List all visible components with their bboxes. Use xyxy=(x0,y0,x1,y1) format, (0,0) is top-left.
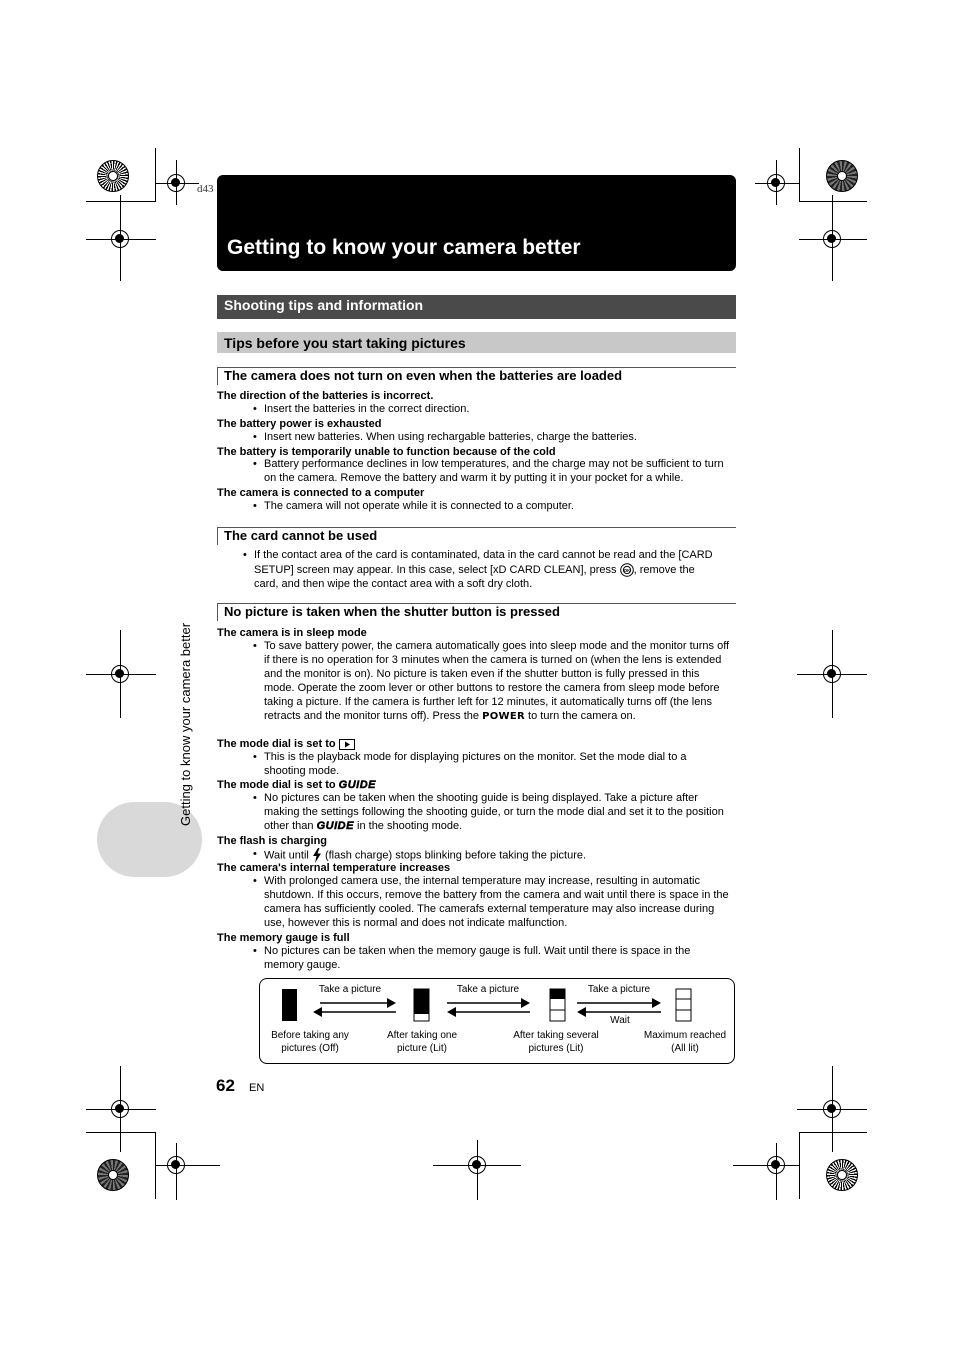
bullet-item: • Wait until (flash charge) stops blinking before taking the picture. xyxy=(253,848,587,862)
gauge-state-caption: After taking several pictures (Lit) xyxy=(513,1030,599,1054)
double-arrow-icon xyxy=(313,998,396,1017)
power-key-label: POWER xyxy=(482,710,525,722)
gauge-state-caption: Maximum reached (All lit) xyxy=(643,1030,727,1054)
bullet-item: • Insert new batteries. When using rechargable batteries, charge the batteries. xyxy=(253,431,637,443)
gauge-state-caption: Before taking any pictures (Off) xyxy=(271,1030,349,1054)
memory-gauge-several-icon xyxy=(550,989,565,1021)
topic-title: The card cannot be used xyxy=(224,528,378,543)
bullet-item: • To save battery power, the camera automatically goes into sleep mode and the monitor turns off if there is no operation for 3 minutes when the camera is turned on (when the lens is extended and the monitor is on). No picture is taken even if the shutter button is fully pressed in this mode. Operate the zoom lever or other buttons to restore the camera from sleep mode before taking a picture. If the camera is further left for 12 minutes, it automatically turns off (the lens retracts and the monitor turns off). Press the POWER to turn the camera on. xyxy=(253,640,730,722)
side-tab-label: Getting to know your camera better xyxy=(178,622,193,826)
page-title: Getting to know your camera better xyxy=(227,236,581,259)
cause-label: The camera is in sleep mode xyxy=(217,627,367,639)
bullet-item: • No pictures can be taken when the shooting guide is being displayed. Take a picture after making the settings following the shooting guide, or turn the mode dial and set it to the position other than GUIDE in the shooting mode. xyxy=(253,792,724,832)
bullet-item: • With prolonged camera use, the internal temperature may increase, resulting in automatic shutdown. If this occurs, remove the battery from the camera and wait until there is space in the camera has sufficiently cooled. The camerafs external temperature may also increase during use, however this is normal and does not indicate malfunction. xyxy=(253,875,729,929)
topic-title: The camera does not turn on even when the batteries are loaded xyxy=(224,368,623,383)
bullet-item: • This is the playback mode for displaying pictures on the monitor. Set the mode dial to a shooting mode. xyxy=(253,751,687,777)
cause-label: The flash is charging xyxy=(217,835,328,847)
double-arrow-icon xyxy=(447,998,530,1017)
bullet-item: • If the contact area of the card is contaminated, data in the card cannot be read and the [CARD SETUP] screen may appear. In this case, select [xD CARD CLEAN], press OK , remove the card, and then wipe the contact area with a soft dry cloth. xyxy=(243,549,713,590)
registration-rosette-icon xyxy=(97,1159,129,1191)
document-code: d43 xyxy=(197,183,214,195)
cause-label-playback: The mode dial is set to xyxy=(217,737,355,751)
cause-label-guide: The mode dial is set to GUIDE xyxy=(217,779,376,791)
svg-text:OK: OK xyxy=(623,567,630,573)
guide-mode-icon: GUIDE xyxy=(316,819,354,832)
wait-label: Wait xyxy=(610,1015,630,1026)
bullet-item: • No pictures can be taken when the memory gauge is full. Wait until there is space in the memory gauge. xyxy=(253,945,691,971)
cause-label: The battery is temporarily unable to function because of the cold xyxy=(217,446,556,458)
topic-heading-batteries xyxy=(217,367,736,383)
memory-gauge-full-icon xyxy=(676,989,691,1021)
playback-mode-icon xyxy=(339,739,355,750)
topic-heading-card xyxy=(217,527,736,543)
bullet-item: • The camera will not operate while it is connected to a computer. xyxy=(253,500,574,512)
registration-rosette-icon xyxy=(826,1159,858,1191)
section-heading-text: Shooting tips and information xyxy=(224,297,424,313)
subsection-heading-text: Tips before you start taking pictures xyxy=(224,335,466,351)
topic-heading-shutter xyxy=(217,603,736,619)
registration-rosette-icon xyxy=(826,160,858,192)
registration-rosette-icon xyxy=(97,160,129,192)
cause-label: The battery power is exhausted xyxy=(217,418,382,430)
ok-button-icon xyxy=(620,563,634,577)
section-heading xyxy=(217,295,736,319)
cause-label: The memory gauge is full xyxy=(217,932,350,944)
memory-gauge-off-icon xyxy=(282,989,297,1021)
guide-mode-icon: GUIDE xyxy=(338,779,376,791)
subsection-heading xyxy=(217,332,736,353)
memory-gauge-one-icon xyxy=(414,989,429,1021)
bullet-item: • Insert the batteries in the correct direction. xyxy=(253,403,470,415)
topic-title: No picture is taken when the shutter button is pressed xyxy=(224,604,560,619)
cause-label: The direction of the batteries is incorrect. xyxy=(217,390,434,402)
cause-label: The camera's internal temperature increases xyxy=(217,862,451,874)
arrow-label: Take a picture xyxy=(318,984,382,995)
bullet-item: • Battery performance declines in low temperatures, and the charge may not be sufficient to turn on the camera. Remove the battery and warm it by putting it in your pocket for a while. xyxy=(253,458,724,484)
arrow-label: Take a picture xyxy=(587,984,651,995)
memory-gauge-diagram xyxy=(259,978,735,1064)
arrow-label: Take a picture xyxy=(456,984,520,995)
cause-label: The camera is connected to a computer xyxy=(217,487,425,499)
language-code: EN xyxy=(249,1082,265,1094)
gauge-state-caption: After taking one picture (Lit) xyxy=(386,1030,458,1054)
page-number: 62 xyxy=(216,1076,235,1095)
